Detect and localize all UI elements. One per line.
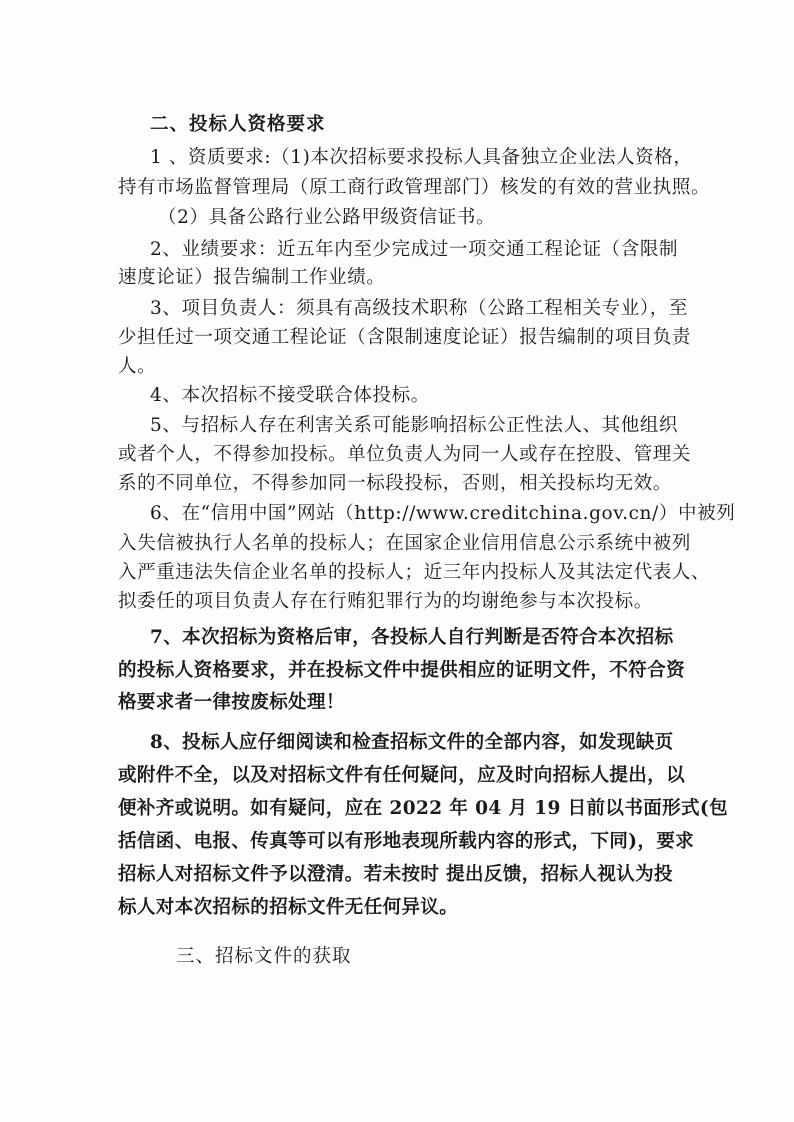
paragraph-line: 人。 <box>118 356 157 377</box>
section-heading-qualification: 二、投标人资格要求 <box>150 114 326 135</box>
paragraph-line-bold: 招标人对招标文件予以澄清。若未按时 提出反馈，招标人视认为投 <box>118 864 673 885</box>
paragraph-line: 持有市场监督管理局（原工商行政管理部门）核发的有效的营业执照。 <box>118 177 711 198</box>
paragraph-line-bold: 格要求者一律按废标处理！ <box>118 692 345 713</box>
paragraph-line-bold: 7、本次招标为资格后审，各投标人自行判断是否符合本次招标 <box>150 627 674 648</box>
paragraph-line: 入严重违法失信企业名单的投标人；近三年内投标人及其法定代表人、 <box>118 562 711 583</box>
paragraph-line: 6、在“信用中国”网站（http://www.creditchina.gov.cn/）中被列 <box>150 503 736 524</box>
section-heading-obtain-documents: 三、招标文件的获取 <box>176 946 352 967</box>
paragraph-line: 拟委任的项目负责人存在行贿犯罪行为的均谢绝参与本次投标。 <box>118 591 653 612</box>
paragraph-line: （2）具备公路行业公路甲级资信证书。 <box>158 207 496 228</box>
paragraph-line: 1 、资质要求:（1)本次招标要求投标人具备独立企业法人资格， <box>150 147 693 168</box>
paragraph-line: 入失信被执行人名单的投标人；在国家企业信用信息公示系统中被列 <box>118 533 692 554</box>
paragraph-line-bold: 的投标人资格要求，并在投标文件中提供相应的证明文件，不符合资 <box>118 660 686 681</box>
paragraph-line: 或者个人，不得参加投标。单位负责人为同一人或存在控股、管理关 <box>118 444 692 465</box>
paragraph-line-bold: 8、投标人应仔细阅读和检查招标文件的全部内容，如发现缺页 <box>150 732 674 753</box>
paragraph-line-bold: 标人对本次招标的招标文件无任何异议。 <box>118 897 459 918</box>
paragraph-line-bold: 括信函、电报、传真等可以有形地表现所载内容的形式，下同)，要求 <box>118 831 695 852</box>
paragraph-line: 4、本次招标不接受联合体投标。 <box>150 385 430 406</box>
paragraph-line: 5、与招标人存在利害关系可能影响招标公正性法人、其他组织 <box>150 415 679 436</box>
paragraph-line: 2、业绩要求：近五年内至少完成过一项交通工程论证（含限制 <box>150 239 679 260</box>
paragraph-line: 少担任过一项交通工程论证（含限制速度论证）报告编制的项目负责 <box>118 327 692 348</box>
paragraph-line: 系的不同单位，不得参加同一标段投标，否则，相关投标均无效。 <box>118 473 672 494</box>
paragraph-line-bold: 便补齐或说明。如有疑问，应在 2022 年 04 月 19 日前以书面形式(包 <box>118 798 728 819</box>
paragraph-line-bold: 或附件不全，以及对招标文件有任何疑问，应及时向招标人提出，以 <box>118 765 686 786</box>
paragraph-line: 3、项目负责人：须具有高级技术职称（公路工程相关专业），至 <box>150 298 688 319</box>
paragraph-line: 速度论证）报告编制工作业绩。 <box>118 267 386 288</box>
